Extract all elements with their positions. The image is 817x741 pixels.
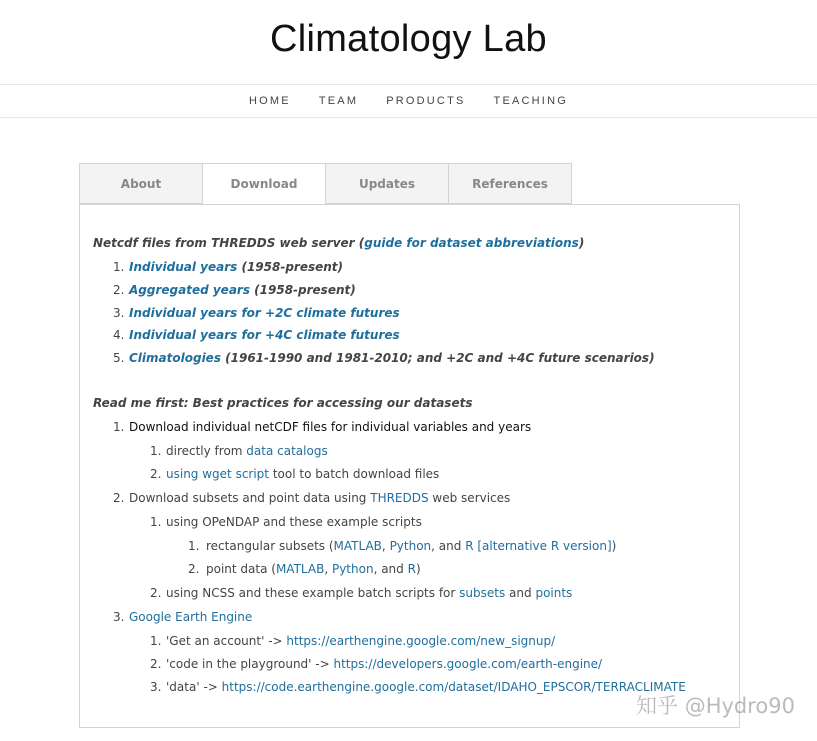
list-text: , and (373, 562, 408, 576)
list-number: 2. (113, 491, 125, 505)
list-text: using OPeNDAP and these example scripts (166, 515, 422, 529)
list-item (150, 656, 602, 672)
list-text: ) (415, 562, 421, 576)
tab-download[interactable]: Download (202, 163, 326, 205)
list-text: and (505, 586, 536, 600)
list-number: 1. (113, 420, 125, 434)
list-text: 'Get an account' -> (166, 634, 287, 648)
list-number: 1. (150, 515, 162, 529)
tab-bar (79, 163, 571, 205)
list-item (113, 327, 400, 343)
tab-updates[interactable]: Updates (325, 163, 449, 204)
alternative-r-link[interactable]: [alternative R version] (477, 539, 612, 553)
list-number: 4. (113, 328, 125, 342)
list-text: (1958-present) (237, 260, 344, 274)
list-item (113, 490, 510, 506)
list-item (150, 679, 686, 695)
list-item (150, 633, 555, 649)
thredds-heading (93, 235, 584, 251)
list-text: using NCSS and these example batch scripts for (166, 586, 460, 600)
list-number: 2. (113, 283, 125, 297)
list-item (113, 282, 356, 298)
list-item (113, 259, 343, 275)
list-number: 1. (150, 444, 162, 458)
list-number: 2. (188, 562, 200, 576)
list-text: point data ( (206, 562, 276, 576)
data-catalogs-link[interactable]: data catalogs (246, 444, 328, 458)
list-item (150, 514, 422, 530)
list-text: 'data' -> (166, 680, 222, 694)
nav-products[interactable]: PRODUCTS (386, 95, 466, 107)
list-number: 3. (150, 680, 162, 694)
guide-link[interactable]: guide for dataset abbreviations (364, 236, 579, 250)
main-nav (0, 84, 817, 118)
list-number: 2. (150, 467, 162, 481)
list-number: 1. (113, 260, 125, 274)
wget-script-link[interactable]: using wget script (166, 467, 270, 481)
list-item (113, 350, 655, 366)
individual-years-link[interactable]: Individual years (129, 260, 238, 274)
list-text: Download subsets and point data using (129, 491, 371, 505)
subsets-link[interactable]: subsets (459, 586, 506, 600)
list-text: ) (611, 539, 617, 553)
list-text: , (324, 562, 332, 576)
climatologies-link[interactable]: Climatologies (129, 351, 221, 365)
watermark: 知乎 @Hydro90 (636, 694, 795, 718)
matlab-link[interactable]: MATLAB (333, 539, 382, 553)
list-number: 5. (113, 351, 125, 365)
plus2c-link[interactable]: Individual years for +2C climate futures (129, 306, 400, 320)
list-number: 1. (150, 634, 162, 648)
list-text: , (381, 539, 390, 553)
python-link[interactable]: Python (389, 539, 432, 553)
points-link[interactable]: points (535, 586, 573, 600)
list-item (188, 561, 421, 577)
heading-text: ) (578, 236, 585, 250)
list-number: 1. (188, 539, 200, 553)
nav-home[interactable]: HOME (249, 95, 291, 107)
list-text: tool to batch download files (269, 467, 440, 481)
developers-link[interactable]: https://developers.google.com/earth-engine/ (333, 657, 603, 671)
read-me-first-link[interactable]: Read me first: Best practices for accessing our datasets (93, 396, 473, 410)
list-text: , and (431, 539, 466, 553)
list-item (188, 538, 616, 554)
list-item (150, 443, 328, 459)
list-text: web services (428, 491, 511, 505)
site-title[interactable]: Climatology Lab (270, 18, 547, 60)
list-item (150, 466, 439, 482)
aggregated-years-link[interactable]: Aggregated years (129, 283, 250, 297)
tab-about[interactable]: About (79, 163, 203, 204)
thredds-link[interactable]: THREDDS (370, 491, 429, 505)
list-text: directly from (166, 444, 247, 458)
list-number: 2. (150, 586, 162, 600)
list-number: 3. (113, 610, 125, 624)
tab-references[interactable]: References (448, 163, 572, 204)
list-number: 3. (113, 306, 125, 320)
r-link[interactable]: R (407, 562, 416, 576)
list-item (113, 419, 531, 435)
signup-link[interactable]: https://earthengine.google.com/new_signup/ (286, 634, 556, 648)
list-text: (1958-present) (249, 283, 356, 297)
list-item (113, 609, 252, 625)
list-text: Download individual netCDF files for individual variables and years (129, 420, 532, 434)
terraclimate-dataset-link[interactable]: https://code.earthengine.google.com/dataset/IDAHO_EPSCOR/TERRACLIMATE (221, 680, 686, 694)
list-item (150, 585, 572, 601)
python-link[interactable]: Python (331, 562, 374, 576)
nav-teaching[interactable]: TEACHING (493, 95, 568, 107)
list-item (113, 305, 400, 321)
list-text: rectangular subsets ( (206, 539, 334, 553)
google-earth-engine-link[interactable]: Google Earth Engine (129, 610, 253, 624)
matlab-link[interactable]: MATLAB (275, 562, 325, 576)
list-number: 2. (150, 657, 162, 671)
list-text: 'code in the playground' -> (166, 657, 334, 671)
nav-team[interactable]: TEAM (318, 95, 359, 107)
r-link[interactable]: R (465, 539, 474, 553)
plus4c-link[interactable]: Individual years for +4C climate futures (129, 328, 400, 342)
download-panel (79, 204, 740, 728)
heading-text: Netcdf files from THREDDS web server ( (93, 236, 365, 250)
list-text: (1961-1990 and 1981-2010; and +2C and +4C future scenarios) (220, 351, 655, 365)
